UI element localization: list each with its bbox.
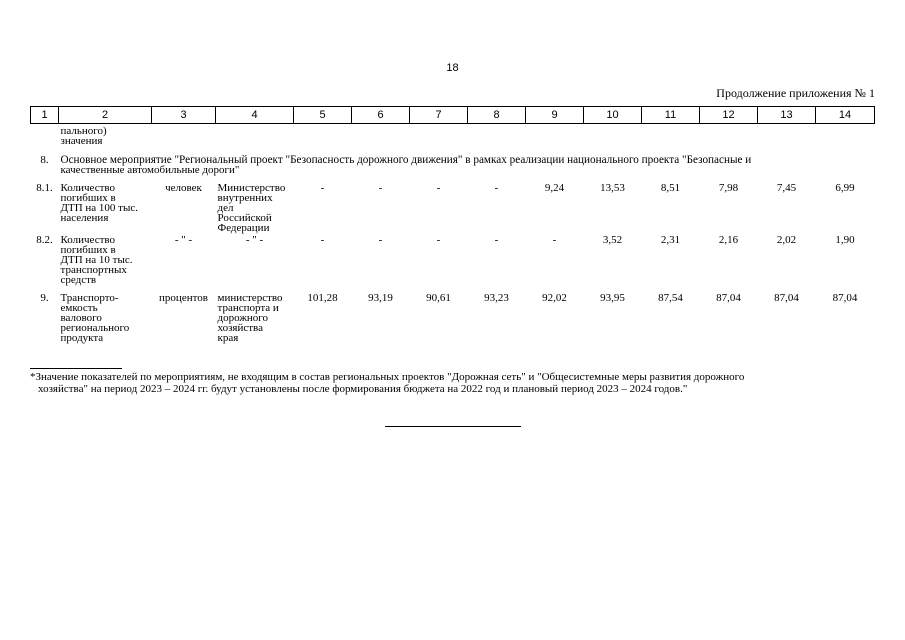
column-header: 10 — [584, 107, 642, 124]
row-unit: человек — [165, 182, 202, 194]
table-row — [31, 181, 875, 233]
footnote-line: хозяйства" на период 2023 – 2024 гг. будут установлены после формирования бюджета на 2022 год и плановый период 2023 – 2024 годов." — [38, 383, 688, 395]
row-name: пального) значения — [60, 125, 107, 147]
column-header: 2 — [59, 107, 152, 124]
cell-value: 2,31 — [660, 234, 681, 246]
cell-value: 93,19 — [368, 292, 393, 304]
cell-value: - — [494, 234, 499, 246]
row-ministry: - " - — [245, 234, 264, 246]
cell-value: - — [436, 182, 441, 194]
column-header: 9 — [526, 107, 584, 124]
continuation-label: Продолжение приложения № 1 — [716, 86, 875, 100]
column-header: 1 — [31, 107, 59, 124]
cell-value: - — [436, 234, 441, 246]
cell-value: 90,61 — [426, 292, 451, 304]
column-header: 3 — [152, 107, 216, 124]
footnote — [30, 371, 875, 395]
cell-value: 87,54 — [658, 292, 683, 304]
table-row-prev-tail — [31, 124, 875, 147]
indicators-table — [30, 106, 875, 343]
cell-value: - — [552, 234, 557, 246]
cell-value: 87,04 — [716, 292, 741, 304]
footnote-line: *Значение показателей по мероприятиям, не входящим в состав региональных проектов "Дорожная сеть" и "Общесистемные меры развития дорожного — [30, 371, 745, 383]
column-header: 12 — [700, 107, 758, 124]
table-row-8 — [31, 146, 875, 181]
row-activity: Основное мероприятие "Региональный проект "Безопасность дорожного движения" в рамках реализации национального проекта "Безопасные и качественные автомобильные дороги" — [60, 154, 752, 176]
cell-value: 2,02 — [776, 234, 797, 246]
column-header: 5 — [294, 107, 352, 124]
row-index: 8.1. — [36, 182, 53, 194]
row-name: Количество погибших в ДТП на 10 тыс. транспортных средств — [60, 234, 133, 286]
cell-value: - — [320, 182, 325, 194]
column-header: 11 — [642, 107, 700, 124]
cell-value: - — [378, 182, 383, 194]
table-row — [31, 233, 875, 291]
row-ministry: Министерство внутренних дел Российской Федерации — [217, 182, 286, 234]
row-name: Количество погибших в ДТП на 100 тыс. населения — [60, 182, 139, 224]
column-header: 7 — [410, 107, 468, 124]
column-header: 4 — [216, 107, 294, 124]
cell-value: - — [320, 234, 325, 246]
row-index: 8. — [40, 154, 49, 166]
row-unit: процентов — [159, 292, 208, 304]
cell-value: 1,90 — [835, 234, 855, 246]
end-divider — [385, 426, 521, 427]
column-header: 13 — [758, 107, 816, 124]
cell-value: 6,99 — [835, 182, 855, 194]
column-header: 14 — [816, 107, 875, 124]
cell-value: - — [378, 234, 383, 246]
cell-value: 8,51 — [660, 182, 681, 194]
cell-value: 7,45 — [776, 182, 797, 194]
cell-value: 87,04 — [774, 292, 799, 304]
header-row — [31, 107, 875, 124]
table-row — [31, 291, 875, 343]
row-index: 8.2. — [36, 234, 53, 246]
cell-value: 101,28 — [307, 292, 338, 304]
cell-value: 2,16 — [718, 234, 739, 246]
cell-value: - — [494, 182, 499, 194]
row-index: 9. — [40, 292, 49, 304]
column-header: 6 — [352, 107, 410, 124]
column-header: 8 — [468, 107, 526, 124]
cell-value: 7,98 — [718, 182, 739, 194]
cell-value: 93,95 — [600, 292, 625, 304]
cell-value: 93,23 — [484, 292, 509, 304]
footnote-divider — [30, 368, 122, 369]
row-name: Транспорто- емкость валового регионального продукта — [60, 292, 130, 344]
row-unit: - " - — [174, 234, 193, 246]
page-number: 18 — [446, 62, 459, 74]
cell-value: 9,24 — [544, 182, 565, 194]
row-ministry: министерство транспорта и дорожного хозяйства края — [217, 292, 283, 344]
cell-value: 87,04 — [832, 292, 858, 304]
cell-value: 92,02 — [542, 292, 567, 304]
cell-value: 13,53 — [600, 182, 625, 194]
cell-value: 3,52 — [602, 234, 623, 246]
